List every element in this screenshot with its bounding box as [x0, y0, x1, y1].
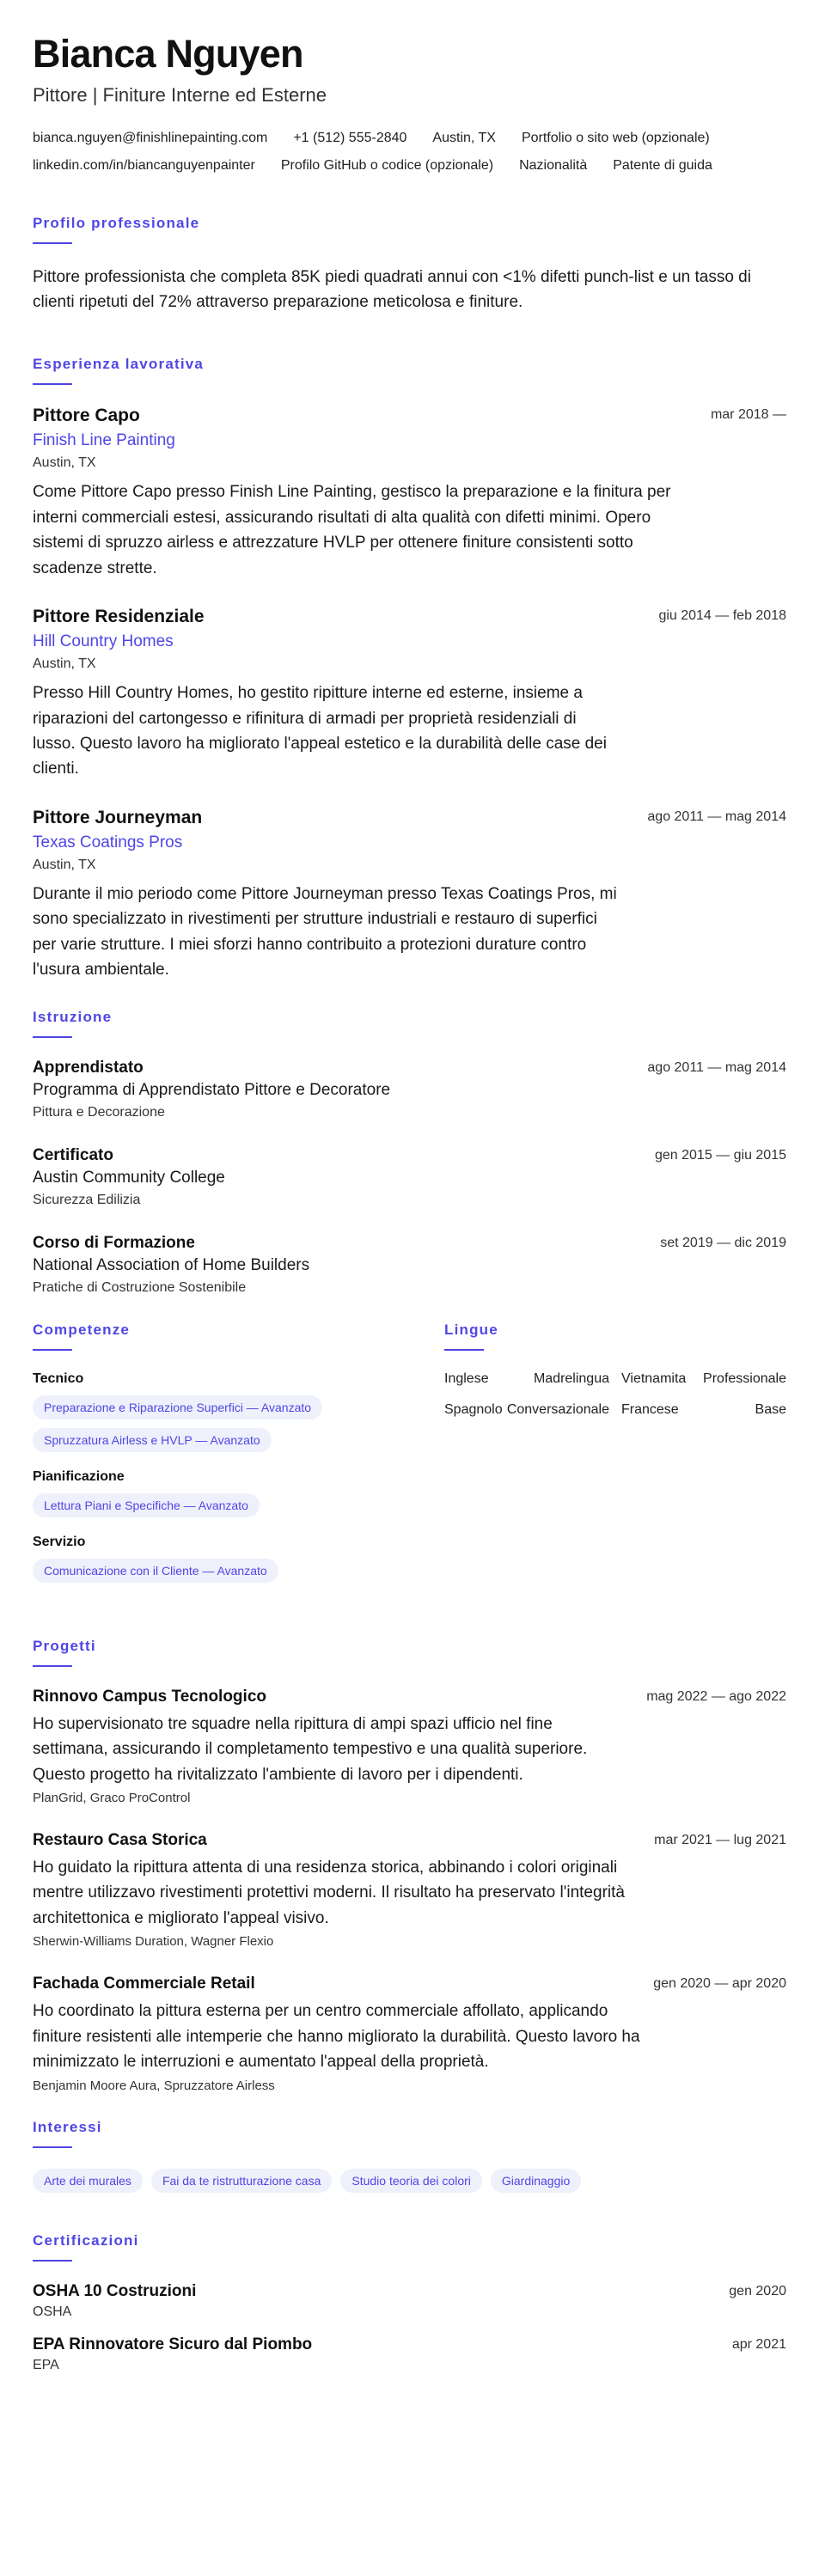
skill-group-name: Servizio [33, 1534, 86, 1549]
interest-chip: Fai da te ristrutturazione casa [151, 2169, 332, 2193]
language-fluency: Professionale [703, 1370, 786, 1386]
contact-github[interactable]: Profilo GitHub o codice (opzionale) [280, 157, 494, 173]
languages-section [444, 1322, 786, 1600]
skill-chip: Spruzzatura Airless e HVLP — Avanzato [33, 1428, 272, 1452]
job-description: Presso Hill Country Homes, ho gestito ripitture interne ed esterne, insieme a riparazioni del cartongesso e rifinitura di armadi per proprietà residenziali di lusso. Questo lavoro ha migliorato l'appeal estetico e la durabilità delle case dei clienti. [33, 684, 607, 778]
section-divider [33, 242, 72, 244]
education-institution: National Association of Home Builders [33, 1255, 310, 1274]
project-entry [33, 1831, 786, 1949]
job-description: Durante il mio periodo come Pittore Journeyman presso Texas Coatings Pros, mi sono specializzato in rivestimenti per strutture industriali e restauro di superfici per varie strutture. I miei sforzi hanno contribuito a protezioni durature contro l'usura ambientale. [33, 884, 617, 980]
education-entry [33, 1146, 786, 1208]
education-degree: Apprendistato [33, 1058, 144, 1077]
project-tools: PlanGrid, Graco ProControl [33, 1790, 191, 1805]
interests-section [33, 2119, 786, 2193]
interest-chip: Studio teoria dei colori [340, 2169, 482, 2193]
skill-group-name: Tecnico [33, 1370, 84, 1386]
certificate-issuer: OSHA [33, 2304, 72, 2319]
certificate-date: gen 2020 [729, 2283, 786, 2298]
section-divider [33, 1349, 72, 1351]
education-entry [33, 1059, 786, 1120]
job-location: Austin, TX [33, 857, 96, 872]
education-area: Pittura e Decorazione [33, 1104, 165, 1120]
resume-header [33, 33, 786, 174]
certificate-date: apr 2021 [731, 2336, 786, 2352]
skill-group [33, 1371, 362, 1452]
skill-chip: Comunicazione con il Cliente — Avanzato [33, 1559, 278, 1583]
project-description: Ho supervisionato tre squadre nella ripittura di ampi spazi ufficio nel fine settimana, assicurando il completamento tempestivo e una qualità superiore. Questo progetto ha rivitalizzato l'ambiente di lavoro per i dipendenti. [33, 1714, 588, 1784]
education-section [33, 1009, 786, 1296]
education-dates: gen 2015 — giu 2015 [654, 1147, 786, 1163]
skill-group [33, 1535, 362, 1583]
section-divider [444, 1349, 484, 1351]
project-tools: Sherwin-Williams Duration, Wagner Flexio [33, 1934, 274, 1950]
language-item [621, 1402, 786, 1418]
interest-chip: Giardinaggio [491, 2169, 581, 2193]
contact-linkedin[interactable]: linkedin.com/in/biancanguyenpainter [33, 157, 255, 173]
language-name: Inglese [444, 1370, 489, 1386]
education-institution: Programma di Apprendistato Pittore e Decoratore [33, 1080, 391, 1099]
section-divider [33, 1665, 72, 1667]
certificate-issuer: EPA [33, 2357, 59, 2372]
project-tools: Benjamin Moore Aura, Spruzzatore Airless [33, 2078, 275, 2093]
job-position: Pittore Capo [33, 406, 140, 426]
section-divider [33, 2260, 72, 2262]
education-area: Pratiche di Costruzione Sostenibile [33, 1279, 247, 1295]
section-title: Lingue [444, 1321, 498, 1338]
education-entry [33, 1234, 786, 1296]
language-fluency: Madrelingua [533, 1370, 609, 1386]
project-entry [33, 1688, 786, 1805]
language-item [444, 1371, 609, 1387]
education-area: Sicurezza Edilizia [33, 1192, 141, 1207]
section-title: Esperienza lavorativa [33, 356, 205, 373]
experience-entry [33, 406, 786, 581]
section-title: Certificazioni [33, 2231, 139, 2249]
contact-location: Austin, TX [432, 130, 496, 145]
contact-portfolio[interactable]: Portfolio o sito web (opzionale) [521, 130, 710, 145]
experience-entry [33, 808, 786, 983]
candidate-name: Bianca Nguyen [33, 32, 303, 76]
job-company[interactable]: Finish Line Painting [33, 431, 175, 450]
skills-languages-row [33, 1322, 786, 1600]
project-dates: mag 2022 — ago 2022 [646, 1688, 786, 1704]
job-dates: mar 2018 — [710, 407, 786, 423]
job-company[interactable]: Texas Coatings Pros [33, 833, 183, 852]
section-title: Competenze [33, 1321, 131, 1338]
certificate-entry [33, 2282, 786, 2320]
contact-nationality: Nazionalità [519, 157, 588, 173]
project-dates: mar 2021 — lug 2021 [654, 1832, 786, 1847]
project-name: Rinnovo Campus Tecnologico [33, 1687, 266, 1706]
job-dates: ago 2011 — mag 2014 [647, 809, 786, 824]
job-company[interactable]: Hill Country Homes [33, 632, 174, 651]
contact-list [33, 131, 786, 174]
project-entry [33, 1975, 786, 2092]
job-position: Pittore Residenziale [33, 607, 205, 627]
interest-chip: Arte dei murales [33, 2169, 143, 2193]
section-divider [33, 383, 72, 385]
contact-driving-license: Patente di guida [613, 157, 712, 173]
job-position: Pittore Journeyman [33, 807, 203, 827]
education-degree: Corso di Formazione [33, 1233, 195, 1252]
summary-section [33, 215, 786, 315]
language-name: Francese [621, 1401, 679, 1417]
language-name: Spagnolo [444, 1401, 503, 1417]
summary-text: Pittore professionista che completa 85K piedi quadrati annui con <1% difetti punch-list e un tasso di clienti ripetuti del 72% attraverso preparazione meticolosa e finiture. [33, 267, 751, 311]
experience-entry [33, 607, 786, 782]
skill-group-name: Pianificazione [33, 1468, 125, 1484]
skill-group [33, 1469, 362, 1517]
certificates-section [33, 2232, 786, 2373]
job-location: Austin, TX [33, 455, 96, 471]
project-name: Restauro Casa Storica [33, 1830, 207, 1849]
project-dates: gen 2020 — apr 2020 [653, 1976, 786, 1992]
projects-section [33, 1638, 786, 2093]
experience-section [33, 356, 786, 982]
section-divider [33, 1036, 72, 1038]
skill-chip: Preparazione e Riparazione Superfici — Avanzato [33, 1395, 322, 1419]
candidate-headline: Pittore | Finiture Interne ed Esterne [33, 83, 327, 106]
language-fluency: Base [755, 1401, 786, 1417]
project-description: Ho guidato la ripittura attenta di una residenza storica, abbinando i colori originali mentre utilizzavo rivestimenti protettivi moderni. Il risultato ha preservato l'integrità architettonica e migliorato l'appeal visivo. [33, 1858, 625, 1927]
contact-email[interactable]: bianca.nguyen@finishlinepainting.com [33, 130, 268, 145]
language-name: Vietnamita [621, 1370, 687, 1386]
job-dates: giu 2014 — feb 2018 [658, 608, 786, 624]
project-name: Fachada Commerciale Retail [33, 1975, 255, 1993]
skills-section [33, 1322, 362, 1600]
language-item [444, 1402, 609, 1418]
education-dates: ago 2011 — mag 2014 [647, 1059, 786, 1075]
section-title: Progetti [33, 1637, 96, 1654]
education-dates: set 2019 — dic 2019 [660, 1235, 786, 1250]
language-item [621, 1371, 786, 1387]
education-institution: Austin Community College [33, 1168, 225, 1187]
language-fluency: Conversazionale [506, 1401, 609, 1417]
certificate-name: OSHA 10 Costruzioni [33, 2281, 197, 2300]
project-description: Ho coordinato la pittura esterna per un centro commerciale affollato, applicando finiture resistenti alle intemperie che hanno migliorato la durabilità. Questo lavoro ha minimizzato le interruzioni e aumentato l'appeal della proprietà. [33, 2002, 640, 2072]
education-degree: Certificato [33, 1145, 113, 1164]
section-title: Profilo professionale [33, 214, 200, 231]
section-divider [33, 2146, 72, 2148]
certificate-name: EPA Rinnovatore Sicuro dal Piombo [33, 2335, 313, 2353]
section-title: Interessi [33, 2118, 102, 2135]
contact-phone[interactable]: +1 (512) 555-2840 [293, 130, 407, 145]
job-location: Austin, TX [33, 656, 96, 672]
job-description: Come Pittore Capo presso Finish Line Painting, gestisco la preparazione e la finitura per interni commerciali estesi, assicurando risultati di alta qualità con difetti minimi. Opero sistemi di spruzzo airless e attrezzature HVLP per ottenere finiture consistenti sotto scadenze strette. [33, 483, 671, 577]
skill-chip: Lettura Piani e Specifiche — Avanzato [33, 1493, 260, 1517]
certificate-entry [33, 2335, 786, 2373]
section-title: Istruzione [33, 1008, 113, 1025]
